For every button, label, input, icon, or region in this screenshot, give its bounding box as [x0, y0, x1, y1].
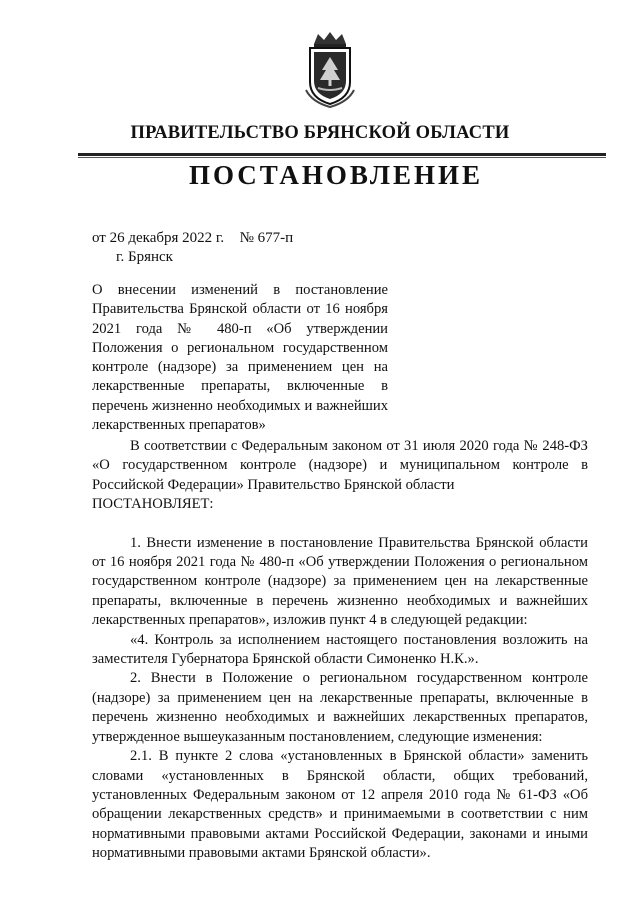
- document-city: г. Брянск: [116, 249, 173, 265]
- organization-title: ПРАВИТЕЛЬСТВО БРЯНСКОЙ ОБЛАСТИ: [130, 123, 510, 143]
- paragraph-1-quote: «4. Контроль за исполнением настоящего постановления возложить на заместителя Губернатора Брянской области Симоненко Н.К.».: [92, 631, 588, 668]
- paragraph-2: 2. Внести в Положение о региональном государственном контроле (надзоре) за применением цен на лекарственные препараты, включенные в перечень жизненно необходимых и важнейших лекарственных препаратов, утвержденное вышеуказанным постановлением, следующие изменения:: [92, 670, 588, 745]
- paragraph-1: 1. Внести изменение в постановление Правительства Брянской области от 16 ноября 2021 года № 480-п «Об утверждении Положения о региональном государственном контроле (надзоре) за применением цен на лекарственные препараты, включенные в перечень жизненно необходимых и важнейших лекарственных препаратов», изложив пункт 4 в следующей редакции:: [92, 534, 588, 629]
- document-type-title: ПОСТАНОВЛЕНИЕ: [188, 160, 484, 190]
- document-date-line: [92, 230, 293, 247]
- document-body: [92, 437, 588, 864]
- resolves-heading: ПОСТАНОВЛЯЕТ:: [92, 496, 214, 513]
- document-date: от 26 декабря 2022 г.: [92, 230, 225, 246]
- coat-of-arms-icon: [300, 30, 360, 108]
- paragraph-2-1: 2.1. В пункте 2 слова «установленных в Брянской области» заменить словами «установленных в Брянской области, общих требований, установленных Федеральным законом от 12 апреля 2010 года № 61-ФЗ «Об обращении лекарственных средств» и принимаемыми в соответствии с ним нормативными правовыми актами Российской Федерации, законами и иными нормативными правовыми актами Брянской области».: [92, 748, 588, 862]
- preamble-paragraph: В соответствии с Федеральным законом от 31 июля 2020 года № 248-ФЗ «О государственном контроле (надзоре) и муниципальном контроле в Российской Федерации» Правительство Брянской области: [92, 438, 588, 493]
- document-number: № 677-п: [239, 230, 294, 246]
- document-subject: О внесении изменений в постановление Правительства Брянской области от 16 ноября 2021 года № 480-п «Об утверждении Положения о региональном государственном контроле (надзоре) за применением цен на лекарственные препараты, включенные в перечень жизненно необходимых и важнейших лекарственных препаратов»: [92, 282, 388, 434]
- header-divider: [78, 153, 606, 158]
